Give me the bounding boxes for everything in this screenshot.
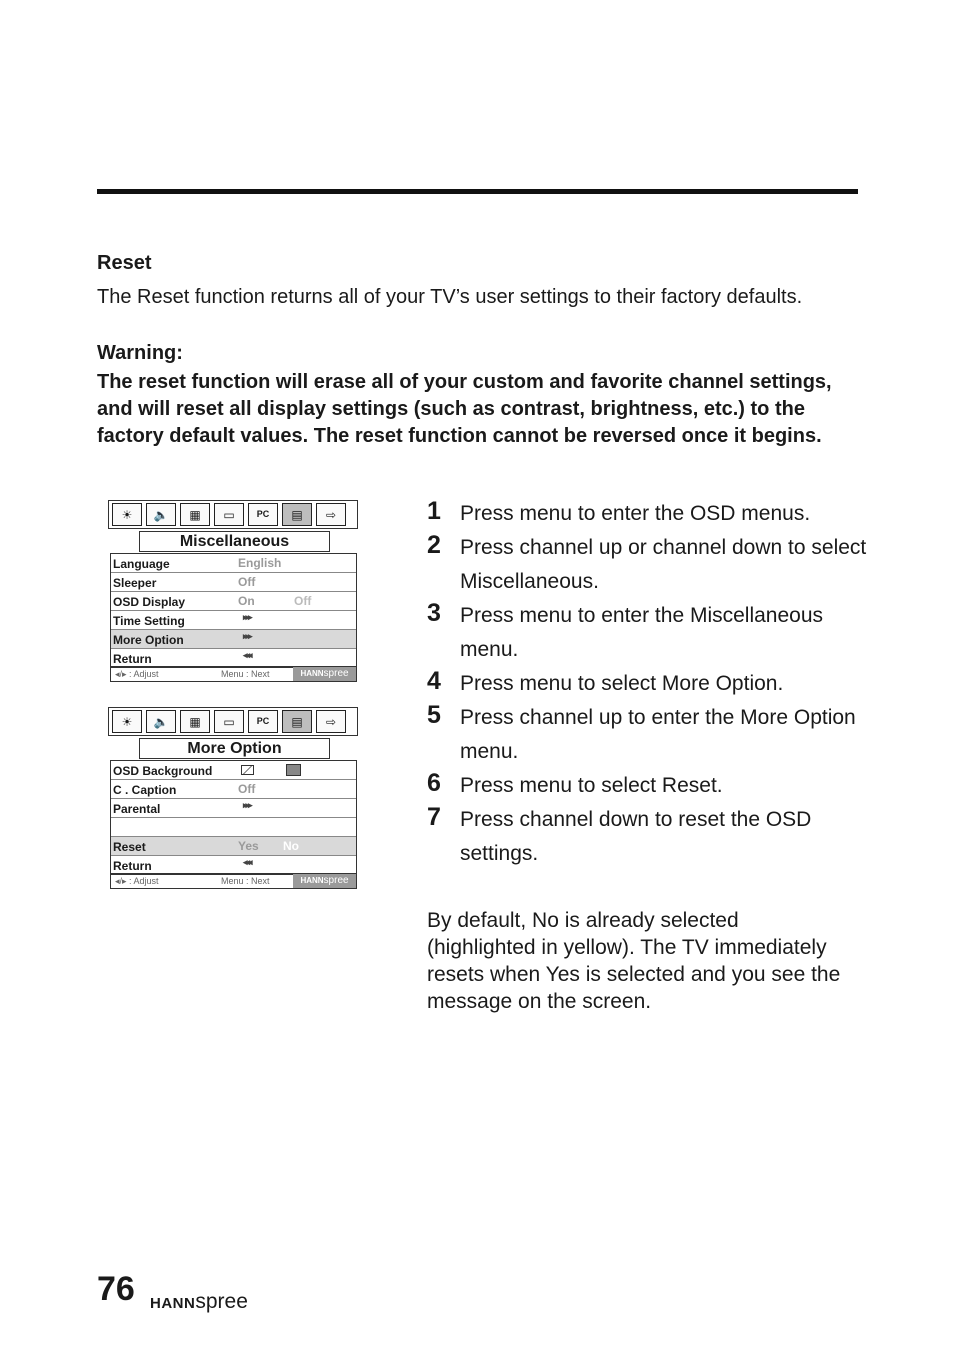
picture-icon: ▦ (180, 503, 210, 526)
row-value: Off (238, 575, 256, 589)
osd-icon-bar (108, 707, 358, 736)
osd-footer (110, 873, 357, 889)
menu-hint: Menu : Next (221, 876, 270, 886)
osd-menu-title: More Option (139, 738, 330, 759)
menu-hint: Menu : Next (221, 669, 270, 679)
step-text: Press menu to select Reset. (460, 774, 723, 797)
step-item (427, 803, 867, 871)
tv-icon: ▭ (214, 503, 244, 526)
adjust-hint: ◂/▸ : Adjust (115, 876, 159, 886)
step-text: Press menu to enter the Miscellaneous menu. (460, 604, 824, 661)
osd-footer (110, 666, 357, 682)
step-text: Press menu to select More Option. (460, 672, 784, 695)
brand-light: spree (195, 1290, 248, 1313)
step-number: 6 (427, 769, 441, 797)
osd-row-osd-background (111, 761, 356, 780)
step-number: 3 (427, 599, 441, 627)
step-number: 1 (427, 497, 441, 525)
step-number: 2 (427, 531, 441, 559)
osd-row-return (111, 649, 356, 667)
osd-row-more-option (111, 630, 356, 649)
osd-menu-rows (110, 760, 357, 875)
osd-row-osd-display (111, 592, 356, 611)
adjust-hint: ◂/▸ : Adjust (115, 669, 159, 679)
background-swatch-light-icon (241, 765, 254, 775)
page-number: 76 (97, 1270, 135, 1308)
osd-menu-rows (110, 553, 357, 668)
brand-bold: HANN (150, 1295, 196, 1312)
row-label: Time Setting (113, 614, 185, 628)
row-label: More Option (113, 633, 184, 647)
pc-icon: PC (248, 710, 278, 733)
step-text: Press channel up or channel down to select Miscellaneous. (460, 536, 867, 593)
warning-label: Warning: (97, 342, 183, 364)
header-rule (97, 189, 858, 194)
reset-no-option: No (283, 839, 299, 853)
reset-yes-option: Yes (238, 839, 259, 853)
row-label: Language (113, 557, 170, 571)
step-text: Press channel down to reset the OSD settings. (460, 808, 812, 865)
back-arrows-icon: ◂◂◂ (243, 650, 251, 660)
input-icon: ⇨ (316, 503, 346, 526)
osd-row-parental (111, 799, 356, 818)
picture-icon: ▦ (180, 710, 210, 733)
row-label: Reset (113, 840, 146, 854)
section-title: Reset (97, 252, 152, 274)
step-item (427, 599, 867, 667)
step-item (427, 497, 867, 531)
row-label: Return (113, 859, 152, 873)
row-label: Parental (113, 802, 161, 816)
step-number: 7 (427, 803, 441, 831)
osd-row-language (111, 554, 356, 573)
row-value: English (238, 556, 282, 570)
osd-more-option-screenshot (108, 707, 358, 890)
misc-icon: ▤ (282, 710, 312, 733)
back-arrows-icon: ◂◂◂ (243, 857, 251, 867)
osd-row-empty (111, 818, 356, 837)
forward-arrows-icon: ▸▸▸ (243, 800, 251, 810)
step-item (427, 667, 867, 701)
osd-row-time-setting (111, 611, 356, 630)
osd-menu-title: Miscellaneous (139, 531, 330, 552)
tv-icon: ▭ (214, 710, 244, 733)
pc-icon: PC (248, 503, 278, 526)
osd-row-sleeper (111, 573, 356, 592)
step-text: Press channel up to enter the More Option menu. (460, 706, 856, 763)
osd-row-reset (111, 837, 356, 856)
step-number: 4 (427, 667, 441, 695)
step-item (427, 769, 867, 803)
osd-row-closed-caption (111, 780, 356, 799)
forward-arrows-icon: ▸▸▸ (243, 631, 251, 641)
step-number: 5 (427, 701, 441, 729)
osd-miscellaneous-screenshot (108, 500, 358, 683)
default-note: By default, No is already selected (highlighted in yellow). The TV immediately resets when Yes is selected and you see the message on the screen. (427, 909, 841, 1013)
row-value-alt: Off (294, 594, 312, 608)
brand-logo (150, 1290, 248, 1314)
row-label: Return (113, 652, 152, 666)
hannspree-logo: HANNspree (293, 874, 356, 888)
brightness-icon: ☀ (112, 503, 142, 526)
osd-icon-bar (108, 500, 358, 529)
step-item (427, 701, 867, 769)
row-value: Off (238, 782, 256, 796)
row-label: OSD Display (113, 595, 186, 609)
intro-paragraph: The Reset function returns all of your TV’s user settings to their factory defaults. (97, 286, 803, 308)
row-label: C . Caption (113, 783, 177, 797)
misc-icon: ▤ (282, 503, 312, 526)
audio-icon: 🔈 (146, 503, 176, 526)
warning-text: The reset function will erase all of your custom and favorite channel settings, and will reset all display settings (such as contrast, brightness, etc.) to the factory default values. The reset function cannot be reversed once it begins. (97, 371, 832, 447)
instruction-steps (427, 497, 867, 871)
forward-arrows-icon: ▸▸▸ (243, 612, 251, 622)
row-label: OSD Background (113, 764, 213, 778)
step-item (427, 531, 867, 599)
row-label: Sleeper (113, 576, 157, 590)
row-value: On (238, 594, 255, 608)
osd-row-return (111, 856, 356, 874)
audio-icon: 🔈 (146, 710, 176, 733)
background-swatch-dark-icon (286, 764, 301, 776)
input-icon: ⇨ (316, 710, 346, 733)
hannspree-logo: HANNspree (293, 667, 356, 681)
brightness-icon: ☀ (112, 710, 142, 733)
step-text: Press menu to enter the OSD menus. (460, 502, 811, 525)
